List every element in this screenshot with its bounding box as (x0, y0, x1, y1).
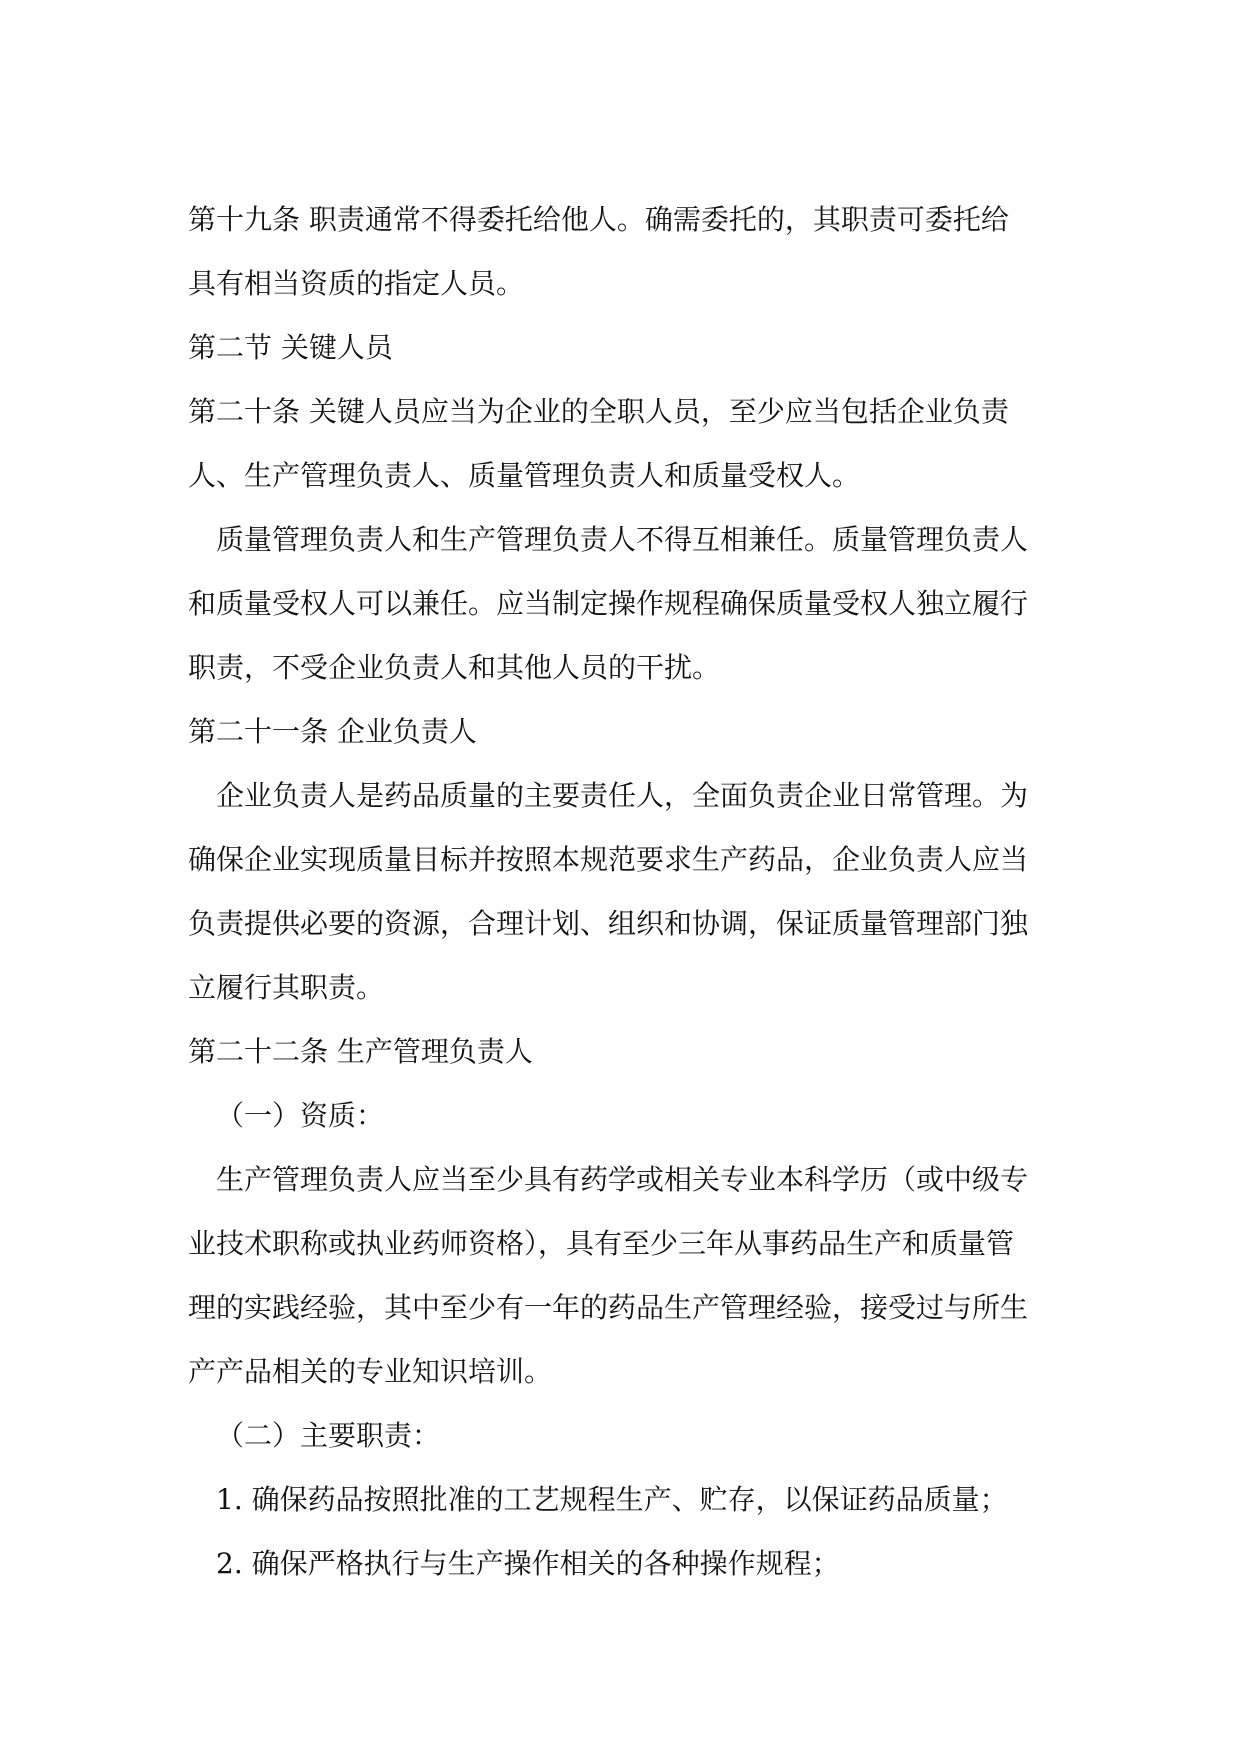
article-21-line-3: 负责提供必要的资源，合理计划、组织和协调，保证质量管理部门独 (188, 907, 1029, 940)
qualification-line-4: 产产品相关的专业知识培训。 (188, 1355, 553, 1388)
article-21-line-1: 企业负责人是药品质量的主要责任人，全面负责企业日常管理。为 (216, 779, 1029, 812)
article-20-line-2: 人、生产管理负责人、质量管理负责人和质量受权人。 (188, 459, 861, 492)
article-20-paragraph-2-line-3: 职责，不受企业负责人和其他人员的干扰。 (188, 651, 721, 684)
article-21-line-2: 确保企业实现质量目标并按照本规范要求生产药品，企业负责人应当 (188, 843, 1029, 876)
article-20-line-1: 第二十条 关键人员应当为企业的全职人员，至少应当包括企业负责 (188, 395, 1009, 428)
qualification-line-2: 业技术职称或执业药师资格），具有至少三年从事药品生产和质量管 (188, 1227, 1015, 1260)
responsibilities-subheading: （二）主要职责： (216, 1419, 441, 1452)
responsibility-item-2: 2. 确保严格执行与生产操作相关的各种操作规程； (216, 1547, 840, 1580)
article-19-line-1: 第十九条 职责通常不得委托给他人。确需委托的，其职责可委托给 (188, 203, 1009, 236)
qualification-line-1: 生产管理负责人应当至少具有药学或相关专业本科学历（或中级专 (216, 1163, 1029, 1196)
article-22-heading: 第二十二条 生产管理负责人 (188, 1035, 533, 1068)
article-20-paragraph-2-line-1: 质量管理负责人和生产管理负责人不得互相兼任。质量管理负责人 (216, 523, 1029, 556)
qualification-line-3: 理的实践经验，其中至少有一年的药品生产管理经验，接受过与所生 (188, 1291, 1029, 1324)
article-21-heading: 第二十一条 企业负责人 (188, 715, 477, 748)
qualification-subheading: （一）资质： (216, 1099, 385, 1132)
section-2-heading: 第二节 关键人员 (188, 331, 393, 364)
article-20-paragraph-2-line-2: 和质量受权人可以兼任。应当制定操作规程确保质量受权人独立履行 (188, 587, 1029, 620)
responsibility-item-1: 1. 确保药品按照批准的工艺规程生产、贮存，以保证药品质量； (216, 1483, 1008, 1516)
article-21-line-4: 立履行其职责。 (188, 971, 385, 1004)
article-19-line-2: 具有相当资质的指定人员。 (188, 267, 525, 300)
